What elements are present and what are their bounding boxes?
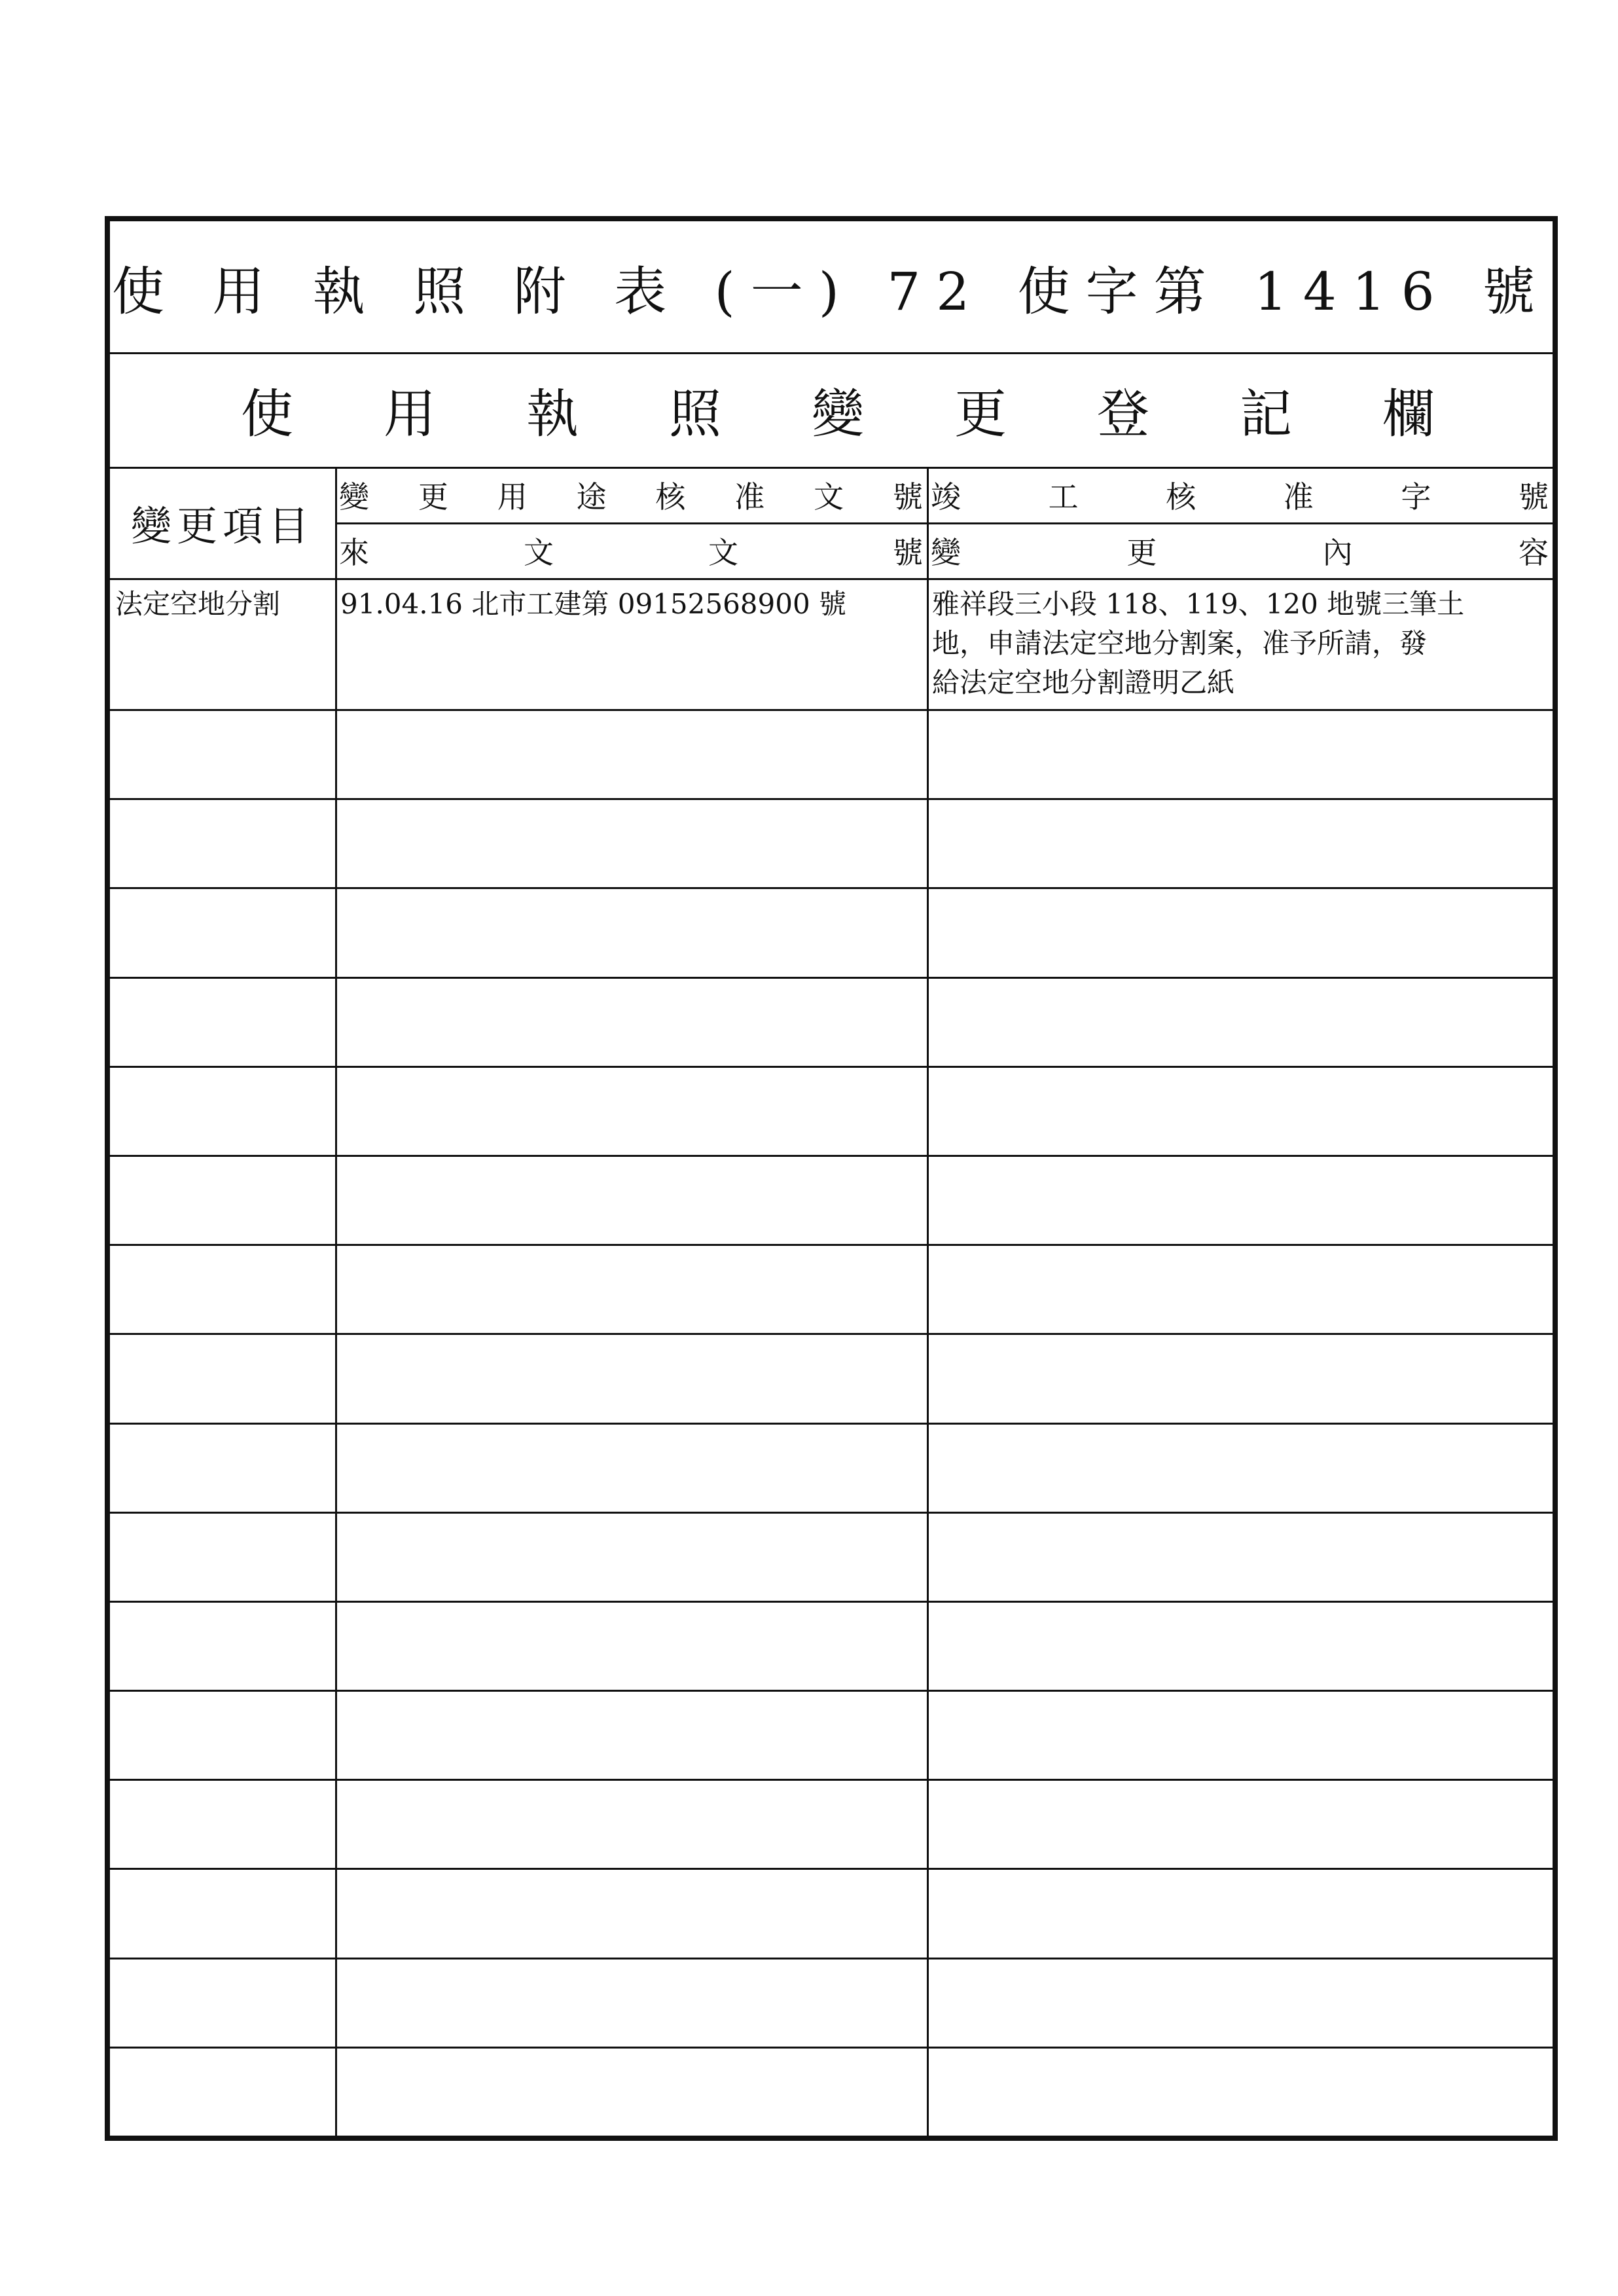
header-char: 變 bbox=[931, 534, 961, 570]
subtitle-char: 使 bbox=[241, 384, 293, 445]
header-char: 核 bbox=[655, 479, 686, 515]
row-change-content bbox=[932, 585, 1547, 702]
header-char: 更 bbox=[418, 479, 448, 515]
row-divider bbox=[110, 1690, 1553, 1692]
row-divider bbox=[110, 798, 1553, 800]
header-incoming-doc-no bbox=[335, 522, 927, 578]
row-divider bbox=[110, 2047, 1553, 2049]
header-char: 工 bbox=[1048, 479, 1079, 515]
header-completion-no bbox=[927, 467, 1553, 522]
divider bbox=[110, 578, 1553, 580]
header-change-content bbox=[927, 522, 1553, 578]
subtitle-char: 執 bbox=[526, 384, 579, 445]
header-char: 來 bbox=[339, 534, 369, 570]
header-change-item: 變更項目 bbox=[130, 501, 314, 550]
row-divider bbox=[110, 709, 1553, 711]
header-char: 竣 bbox=[931, 479, 961, 515]
header-char: 內 bbox=[1322, 534, 1353, 570]
header-char: 文 bbox=[814, 479, 844, 515]
subtitle-char: 欄 bbox=[1382, 384, 1435, 445]
header-char: 用 bbox=[497, 479, 528, 515]
row-doc-no: 91.04.16 北市工建第 09152568900 號 bbox=[340, 588, 847, 620]
header-approval-no bbox=[335, 467, 927, 522]
column-divider bbox=[927, 467, 929, 2136]
subtitle-char: 變 bbox=[812, 384, 864, 445]
header-char: 文 bbox=[524, 534, 554, 570]
row-divider bbox=[110, 1779, 1553, 1781]
content-line: 給法定空地分割證明乙紙 bbox=[932, 666, 1235, 699]
subtitle-char: 記 bbox=[1240, 384, 1292, 445]
header-char: 號 bbox=[1518, 479, 1549, 515]
header-char: 號 bbox=[892, 479, 923, 515]
column-divider bbox=[335, 467, 337, 2136]
row-divider bbox=[110, 1868, 1553, 1870]
header-char: 號 bbox=[893, 534, 923, 570]
subtitle-char: 更 bbox=[954, 384, 1007, 445]
header-char: 字 bbox=[1401, 479, 1431, 515]
header-char: 途 bbox=[576, 479, 607, 515]
subtitle-char: 用 bbox=[384, 384, 436, 445]
header-char: 准 bbox=[1283, 479, 1314, 515]
row-divider bbox=[110, 1512, 1553, 1514]
form-subtitle bbox=[110, 352, 1553, 467]
form-title: 使 用 執 照 附 表 (一) 72 使字第 1416 號 bbox=[111, 261, 1551, 322]
row-divider bbox=[110, 1333, 1553, 1335]
license-change-form bbox=[105, 216, 1558, 2141]
row-divider bbox=[110, 1066, 1553, 1068]
content-line: 雅祥段三小段 118、119、120 地號三筆土 bbox=[932, 588, 1465, 620]
header-char: 容 bbox=[1518, 534, 1549, 570]
row-divider bbox=[110, 1244, 1553, 1246]
row-divider bbox=[110, 1423, 1553, 1425]
row-divider bbox=[110, 1155, 1553, 1157]
header-char: 准 bbox=[734, 479, 765, 515]
header-char: 核 bbox=[1166, 479, 1196, 515]
content-line: 地，申請法定空地分割案，准予所請，發 bbox=[932, 627, 1428, 659]
header-char: 更 bbox=[1126, 534, 1157, 570]
subtitle-char: 照 bbox=[669, 384, 721, 445]
subtitle-char: 登 bbox=[1097, 384, 1149, 445]
row-divider bbox=[110, 887, 1553, 889]
row-divider bbox=[110, 1601, 1553, 1603]
row-divider bbox=[110, 977, 1553, 979]
header-char: 文 bbox=[708, 534, 738, 570]
row-change-item: 法定空地分割 bbox=[115, 588, 281, 620]
header-char: 變 bbox=[339, 479, 369, 515]
row-divider bbox=[110, 1958, 1553, 1959]
